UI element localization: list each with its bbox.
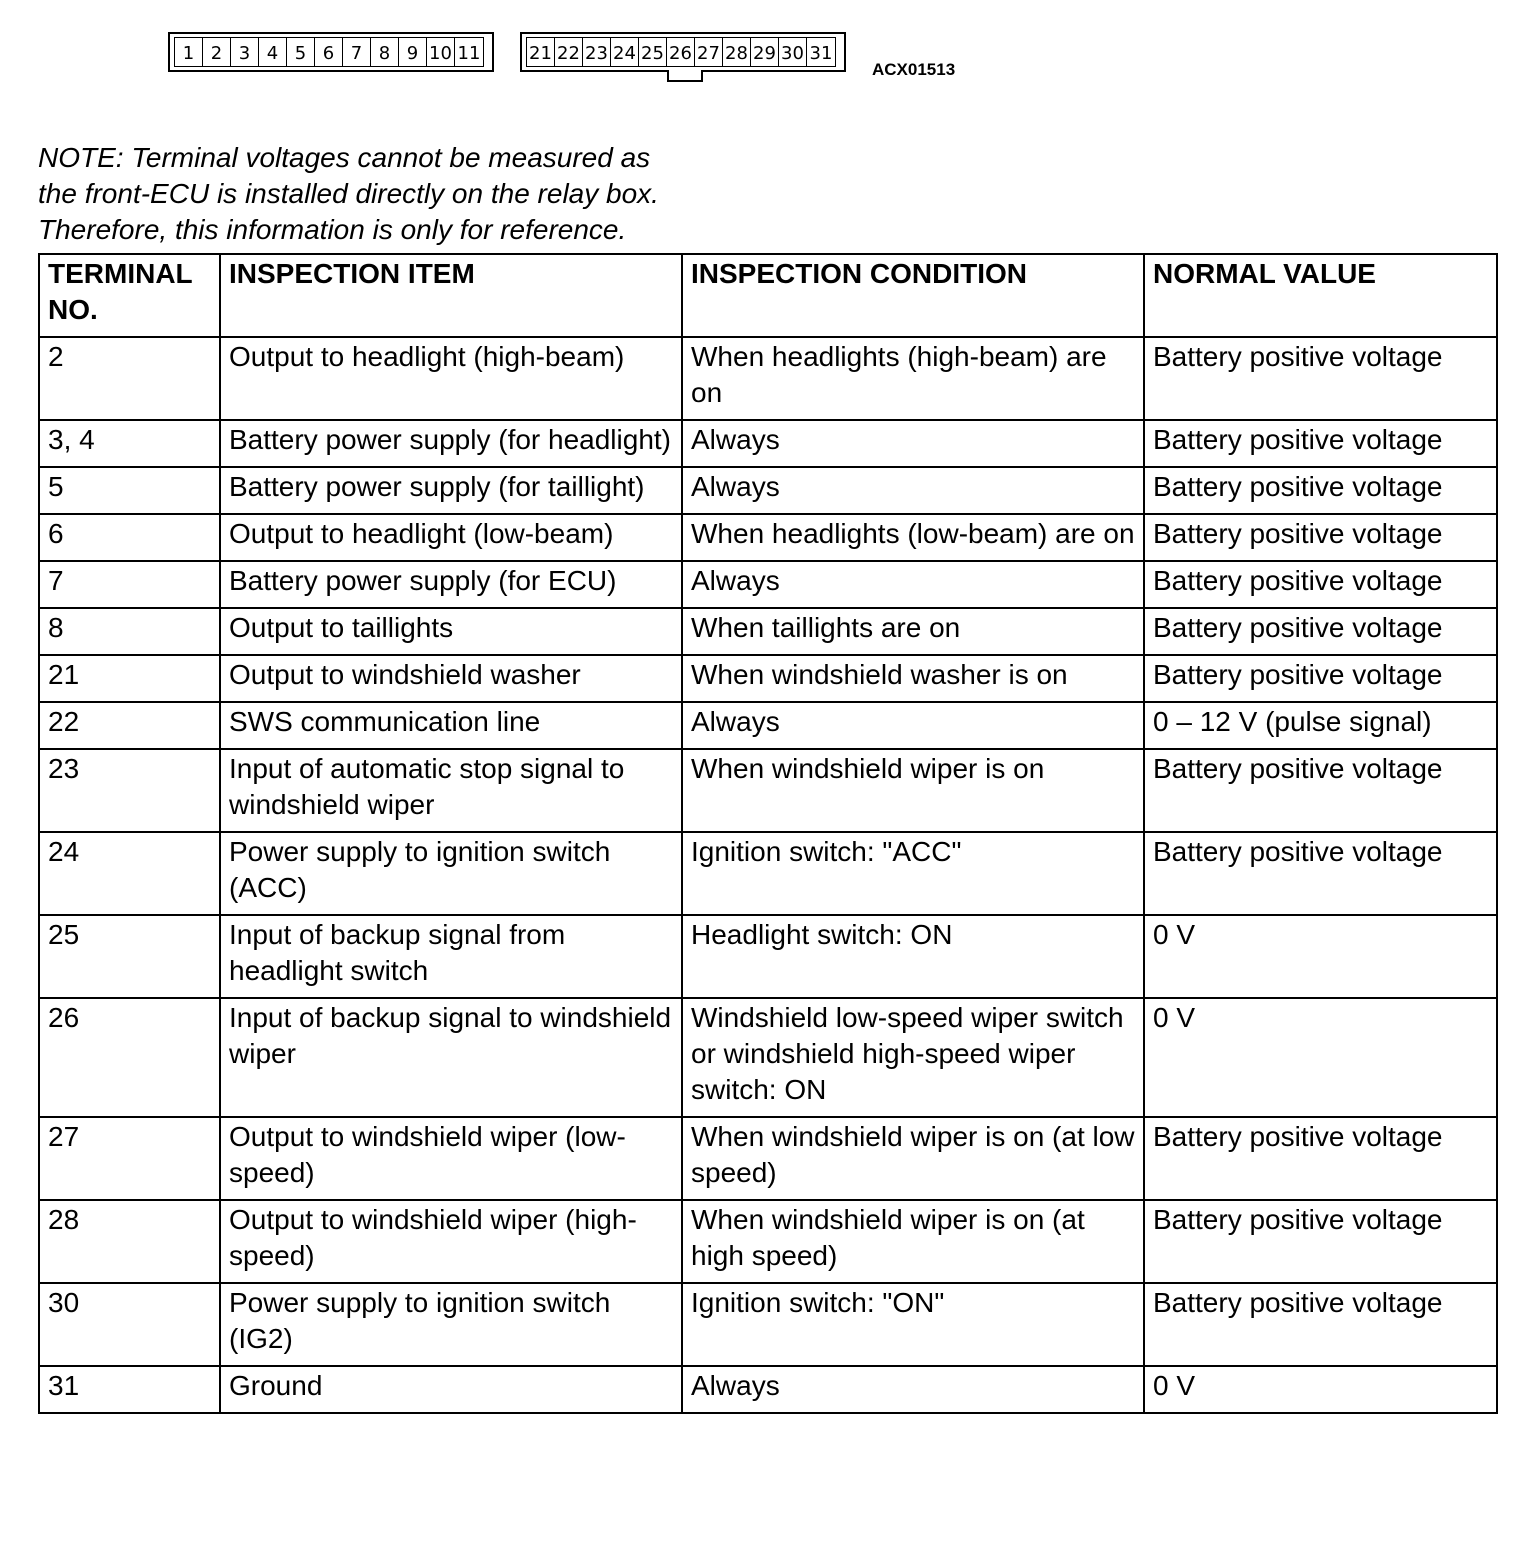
table-row xyxy=(39,655,1497,702)
cell-normal-value: Battery positive voltage xyxy=(1144,608,1497,655)
table-row xyxy=(39,1283,1497,1366)
cell-normal-value: Battery positive voltage xyxy=(1144,514,1497,561)
cell-normal-value: Battery positive voltage xyxy=(1144,1200,1497,1283)
connector-pin-row xyxy=(174,37,484,67)
table-row xyxy=(39,832,1497,915)
cell-inspection-item: Output to windshield wiper (high-speed) xyxy=(220,1200,682,1283)
table-row xyxy=(39,702,1497,749)
terminal-voltage-table xyxy=(38,253,1498,1414)
cell-terminal-no: 7 xyxy=(39,561,220,608)
note-line: NOTE: Terminal voltages cannot be measured as xyxy=(38,142,651,173)
cell-normal-value: Battery positive voltage xyxy=(1144,832,1497,915)
header-inspection-condition: INSPECTION CONDITION xyxy=(682,254,1144,337)
cell-normal-value: 0 V xyxy=(1144,915,1497,998)
cell-inspection-item: Output to headlight (low-beam) xyxy=(220,514,682,561)
note-line: the front-ECU is installed directly on the relay box. xyxy=(38,178,659,209)
table-row xyxy=(39,998,1497,1117)
connector-pin: 21 xyxy=(527,38,555,66)
connector-pin-row xyxy=(526,37,836,67)
cell-terminal-no: 23 xyxy=(39,749,220,832)
cell-terminal-no: 21 xyxy=(39,655,220,702)
cell-terminal-no: 5 xyxy=(39,467,220,514)
table-row xyxy=(39,608,1497,655)
connector-pin: 25 xyxy=(639,38,667,66)
cell-inspection-condition: Always xyxy=(682,702,1144,749)
cell-normal-value: 0 – 12 V (pulse signal) xyxy=(1144,702,1497,749)
cell-inspection-condition: When windshield wiper is on (at high speed) xyxy=(682,1200,1144,1283)
cell-inspection-condition: Windshield low-speed wiper switch or windshield high-speed wiper switch: ON xyxy=(682,998,1144,1117)
table-header-row xyxy=(39,254,1497,337)
cell-terminal-no: 25 xyxy=(39,915,220,998)
cell-inspection-condition: When headlights (high-beam) are on xyxy=(682,337,1144,420)
diagram-code: ACX01513 xyxy=(872,60,956,79)
cell-inspection-item: Ground xyxy=(220,1366,682,1413)
cell-terminal-no: 2 xyxy=(39,337,220,420)
connector-pin: 29 xyxy=(751,38,779,66)
cell-terminal-no: 30 xyxy=(39,1283,220,1366)
connector-pin: 8 xyxy=(371,38,399,66)
header-normal-value: NORMAL VALUE xyxy=(1144,254,1497,337)
cell-terminal-no: 24 xyxy=(39,832,220,915)
cell-terminal-no: 31 xyxy=(39,1366,220,1413)
cell-inspection-condition: When windshield wiper is on xyxy=(682,749,1144,832)
cell-inspection-condition: Always xyxy=(682,420,1144,467)
connector-pin: 27 xyxy=(695,38,723,66)
cell-inspection-item: Battery power supply (for ECU) xyxy=(220,561,682,608)
reference-note xyxy=(38,140,798,248)
cell-inspection-item: SWS communication line xyxy=(220,702,682,749)
cell-inspection-item: Input of backup signal from headlight switch xyxy=(220,915,682,998)
cell-normal-value: 0 V xyxy=(1144,998,1497,1117)
cell-inspection-item: Output to taillights xyxy=(220,608,682,655)
connector-pin: 31 xyxy=(809,43,833,64)
cell-terminal-no: 27 xyxy=(39,1117,220,1200)
connector-pin: 11 xyxy=(457,43,481,64)
cell-normal-value: 0 V xyxy=(1144,1366,1497,1413)
cell-inspection-condition: When headlights (low-beam) are on xyxy=(682,514,1144,561)
connector-pin: 5 xyxy=(287,38,315,66)
cell-inspection-condition: Ignition switch: "ACC" xyxy=(682,832,1144,915)
table-row xyxy=(39,467,1497,514)
cell-inspection-condition: Headlight switch: ON xyxy=(682,915,1144,998)
cell-normal-value: Battery positive voltage xyxy=(1144,749,1497,832)
table-row xyxy=(39,561,1497,608)
cell-normal-value: Battery positive voltage xyxy=(1144,655,1497,702)
cell-terminal-no: 26 xyxy=(39,998,220,1117)
cell-inspection-item: Output to headlight (high-beam) xyxy=(220,337,682,420)
connector-pin: 1 xyxy=(175,38,203,66)
connector-pin: 23 xyxy=(583,38,611,66)
cell-normal-value: Battery positive voltage xyxy=(1144,1117,1497,1200)
connector-pin: 6 xyxy=(315,38,343,66)
table-row xyxy=(39,420,1497,467)
connector-pin: 22 xyxy=(555,38,583,66)
cell-inspection-condition: When taillights are on xyxy=(682,608,1144,655)
table-row xyxy=(39,1117,1497,1200)
cell-inspection-condition: Always xyxy=(682,1366,1144,1413)
cell-inspection-item: Input of automatic stop signal to windshield wiper xyxy=(220,749,682,832)
cell-inspection-condition: Ignition switch: "ON" xyxy=(682,1283,1144,1366)
cell-inspection-item: Power supply to ignition switch (IG2) xyxy=(220,1283,682,1366)
connector-pin: 9 xyxy=(399,38,427,66)
cell-normal-value: Battery positive voltage xyxy=(1144,337,1497,420)
table-row xyxy=(39,514,1497,561)
table-row xyxy=(39,749,1497,832)
header-terminal-no: TERMINAL NO. xyxy=(39,254,220,337)
cell-normal-value: Battery positive voltage xyxy=(1144,1283,1497,1366)
cell-inspection-item: Output to windshield washer xyxy=(220,655,682,702)
cell-inspection-item: Input of backup signal to windshield wiper xyxy=(220,998,682,1117)
connector-diagram-right xyxy=(520,32,846,72)
connector-pin: 7 xyxy=(343,38,371,66)
cell-inspection-condition: Always xyxy=(682,467,1144,514)
cell-terminal-no: 28 xyxy=(39,1200,220,1283)
cell-inspection-condition: When windshield washer is on xyxy=(682,655,1144,702)
cell-inspection-item: Battery power supply (for headlight) xyxy=(220,420,682,467)
cell-terminal-no: 3, 4 xyxy=(39,420,220,467)
cell-terminal-no: 22 xyxy=(39,702,220,749)
cell-normal-value: Battery positive voltage xyxy=(1144,561,1497,608)
connector-pin: 2 xyxy=(203,38,231,66)
note-line: Therefore, this information is only for reference. xyxy=(38,214,627,245)
connector-pin: 24 xyxy=(611,38,639,66)
cell-inspection-item: Power supply to ignition switch (ACC) xyxy=(220,832,682,915)
cell-normal-value: Battery positive voltage xyxy=(1144,467,1497,514)
cell-terminal-no: 8 xyxy=(39,608,220,655)
connector-key-tab xyxy=(667,70,703,82)
connector-pin: 30 xyxy=(779,38,807,66)
header-inspection-item: INSPECTION ITEM xyxy=(220,254,682,337)
connector-pin: 3 xyxy=(231,38,259,66)
connector-pin: 4 xyxy=(259,38,287,66)
connector-pin: 26 xyxy=(667,38,695,66)
cell-normal-value: Battery positive voltage xyxy=(1144,420,1497,467)
table-row xyxy=(39,1366,1497,1413)
connector-pin: 28 xyxy=(723,38,751,66)
connector-diagram-left xyxy=(168,32,494,72)
table-row xyxy=(39,337,1497,420)
table-row xyxy=(39,1200,1497,1283)
table-row xyxy=(39,915,1497,998)
cell-inspection-item: Output to windshield wiper (low-speed) xyxy=(220,1117,682,1200)
cell-inspection-condition: Always xyxy=(682,561,1144,608)
cell-terminal-no: 6 xyxy=(39,514,220,561)
connector-pin: 10 xyxy=(427,38,455,66)
cell-inspection-condition: When windshield wiper is on (at low speed) xyxy=(682,1117,1144,1200)
cell-inspection-item: Battery power supply (for taillight) xyxy=(220,467,682,514)
